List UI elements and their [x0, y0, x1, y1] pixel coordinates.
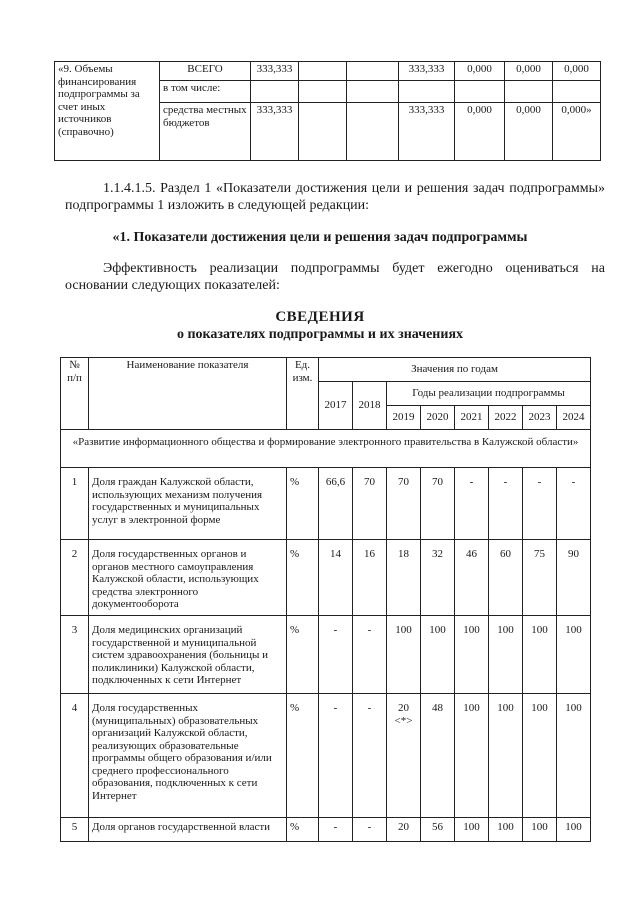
- table-row: [61, 468, 591, 540]
- row-value: -: [489, 468, 523, 540]
- row-value: -: [319, 616, 353, 694]
- financing-label: «9. Объемы финансирования подпрограммы за счет иных источников (справочно): [55, 62, 160, 161]
- row-value: 14: [319, 540, 353, 616]
- row-value: 16: [353, 540, 387, 616]
- row-value: -: [319, 694, 353, 818]
- row-value: -: [523, 468, 557, 540]
- row-value: 70: [353, 468, 387, 540]
- row-num: 4: [61, 694, 89, 818]
- row-num: 1: [61, 468, 89, 540]
- header-year: 2022: [489, 406, 523, 430]
- row-value: 60: [489, 540, 523, 616]
- financing-cell: 333,333: [251, 103, 299, 161]
- row-unit: %: [287, 694, 319, 818]
- row-num: 3: [61, 616, 89, 694]
- row-value: 100: [455, 616, 489, 694]
- financing-cell: 0,000: [455, 62, 505, 81]
- financing-cell: [251, 81, 299, 103]
- financing-cell: [455, 81, 505, 103]
- header-year: 2017: [319, 382, 353, 430]
- row-name: Доля государственных органов и органов местного самоуправления Калужской области, использующих средства электронного документооборота: [89, 540, 287, 616]
- row-value: 90: [557, 540, 591, 616]
- financing-cell: [347, 81, 399, 103]
- table-row: [61, 540, 591, 616]
- financing-cell: [299, 103, 347, 161]
- section-heading: «1. Показатели достижения цели и решения задач подпрограммы: [112, 230, 528, 245]
- header-year: 2019: [387, 406, 421, 430]
- financing-cell: 0,000: [505, 103, 553, 161]
- row-value: 100: [387, 616, 421, 694]
- financing-cell: 0,000: [505, 62, 553, 81]
- document-title: СВЕДЕНИЯ: [275, 309, 365, 325]
- row-value: 100: [523, 694, 557, 818]
- row-value: 100: [557, 818, 591, 842]
- row-value: 100: [455, 694, 489, 818]
- financing-table: [54, 61, 601, 161]
- table-row: [61, 616, 591, 694]
- financing-row-name: в том числе:: [160, 81, 251, 103]
- row-value: 20: [387, 818, 421, 842]
- financing-row-name: ВСЕГО: [160, 62, 251, 81]
- header-year: 2024: [557, 406, 591, 430]
- row-num: 2: [61, 540, 89, 616]
- header-year: 2023: [523, 406, 557, 430]
- row-name: Доля государственных (муниципальных) образовательных организаций Калужской области, реализующих образовательные программы общего образования и/или среднего профессионального образования, подключенных к сети Интернет: [89, 694, 287, 818]
- row-value: -: [353, 818, 387, 842]
- row-value: 100: [421, 616, 455, 694]
- row-unit: %: [287, 468, 319, 540]
- indicators-table: [60, 357, 591, 842]
- financing-cell: [299, 62, 347, 81]
- row-value: 20 <*>: [387, 694, 421, 818]
- row-value: 66,6: [319, 468, 353, 540]
- financing-cell: 0,000»: [553, 103, 601, 161]
- row-unit: %: [287, 540, 319, 616]
- header-year: 2021: [455, 406, 489, 430]
- row-name: Доля органов государственной власти: [89, 818, 287, 842]
- row-value: 56: [421, 818, 455, 842]
- row-value: -: [319, 818, 353, 842]
- row-value: 48: [421, 694, 455, 818]
- header-year: 2018: [353, 382, 387, 430]
- row-value: 70: [421, 468, 455, 540]
- header-name: Наименование показателя: [89, 358, 287, 430]
- financing-cell: 0,000: [553, 62, 601, 81]
- amendment-paragraph: 1.1.4.1.5. Раздел 1 «Показатели достижения цели и решения задач подпрограммы» подпрограммы 1 изложить в следующей редакции:: [65, 181, 605, 213]
- financing-cell: [299, 81, 347, 103]
- row-value: -: [353, 616, 387, 694]
- row-value: 18: [387, 540, 421, 616]
- financing-cell: [347, 62, 399, 81]
- row-name: Доля граждан Калужской области, использующих механизм получения государственных и муниципальных услуг в электронной форме: [89, 468, 287, 540]
- header-num: № п/п: [61, 358, 89, 430]
- financing-cell: 333,333: [399, 62, 455, 81]
- financing-cell: 333,333: [251, 62, 299, 81]
- table-row: [61, 818, 591, 842]
- row-value: 100: [557, 694, 591, 818]
- financing-row-name: средства местных бюджетов: [160, 103, 251, 161]
- financing-cell: [553, 81, 601, 103]
- financing-cell: [399, 81, 455, 103]
- row-value: 100: [489, 616, 523, 694]
- section-title: «Развитие информационного общества и формирование электронного правительства в Калужской области»: [61, 430, 591, 468]
- intro-paragraph: Эффективность реализации подпрограммы будет ежегодно оцениваться на основании следующих показателей:: [65, 261, 605, 293]
- row-value: -: [557, 468, 591, 540]
- row-value: 75: [523, 540, 557, 616]
- row-num: 5: [61, 818, 89, 842]
- table-row: [61, 694, 591, 818]
- row-value: 100: [523, 818, 557, 842]
- row-value: 100: [489, 818, 523, 842]
- header-values-by-year: Значения по годам: [319, 358, 591, 382]
- row-value: -: [455, 468, 489, 540]
- financing-cell: [505, 81, 553, 103]
- header-unit: Ед. изм.: [287, 358, 319, 430]
- header-year: 2020: [421, 406, 455, 430]
- row-value: 100: [455, 818, 489, 842]
- row-value: 32: [421, 540, 455, 616]
- row-name: Доля медицинских организаций государственной и муниципальной систем здравоохранения (больницы и поликлиники) Калужской области, подключенных к сети Интернет: [89, 616, 287, 694]
- document-subtitle: о показателях подпрограммы и их значениях: [176, 327, 464, 342]
- row-value: -: [353, 694, 387, 818]
- row-unit: %: [287, 616, 319, 694]
- header-years-implementation: Годы реализации подпрограммы: [387, 382, 591, 406]
- row-value: 100: [557, 616, 591, 694]
- financing-cell: 333,333: [399, 103, 455, 161]
- row-value: 70: [387, 468, 421, 540]
- row-value: 100: [489, 694, 523, 818]
- financing-cell: [347, 103, 399, 161]
- row-unit: %: [287, 818, 319, 842]
- financing-cell: 0,000: [455, 103, 505, 161]
- row-value: 46: [455, 540, 489, 616]
- row-value: 100: [523, 616, 557, 694]
